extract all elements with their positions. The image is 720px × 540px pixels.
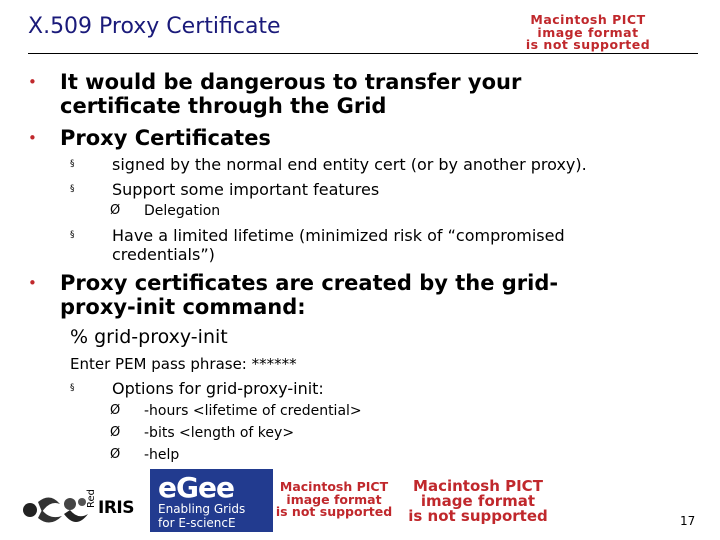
sub-bullet-text-cont: credentials”)	[112, 245, 215, 264]
rediris-swirl-icon	[20, 490, 90, 530]
pict-line: Macintosh PICT	[279, 479, 389, 494]
level1-bullet-icon: •	[28, 274, 37, 292]
level2-bullet-icon: §	[70, 230, 75, 240]
level2-bullet-icon: §	[70, 184, 75, 194]
sub-sub-bullet-text: Delegation	[144, 203, 221, 219]
sub-bullet-text: Options for grid-proxy-init:	[112, 379, 324, 398]
pict-line: is not supported	[275, 504, 393, 519]
level2-bullet-icon: §	[70, 159, 75, 169]
level3-bullet-icon: Ø	[110, 203, 121, 218]
pict-line: is not supported	[408, 507, 548, 525]
rediris-name: IRIS	[98, 498, 134, 518]
level2-bullet-icon: §	[70, 383, 75, 393]
level3-bullet-icon: Ø	[110, 425, 121, 440]
bullet-2-text: Proxy Certificates	[60, 126, 271, 150]
egee-wordmark: eGee	[158, 471, 234, 504]
bullet-3-line-2: proxy-init command:	[60, 295, 306, 319]
pict-line: Macintosh PICT	[413, 477, 543, 495]
bullet-1-line-1: It would be dangerous to transfer your	[60, 70, 522, 94]
level3-bullet-icon: Ø	[110, 403, 121, 418]
sub-bullet-text: Have a limited lifetime (minimized risk of “compromised	[112, 226, 565, 245]
pict-line: is not supported	[525, 37, 651, 52]
pict-line: Macintosh PICT	[530, 12, 646, 27]
sub-bullet-text: signed by the normal end entity cert (or by another proxy).	[112, 155, 587, 174]
option-text: -help	[144, 447, 180, 463]
bullet-3-line-1: Proxy certificates are created by the grid-	[60, 271, 559, 295]
title-divider	[28, 53, 698, 54]
level1-bullet-icon: •	[28, 73, 37, 91]
pict-line: image format	[420, 492, 536, 510]
pict-placeholder-bottom-left	[272, 481, 396, 519]
rediris-logo	[20, 490, 135, 534]
pict-line: image format	[537, 24, 639, 40]
pict-placeholder-top	[484, 14, 692, 52]
rediris-prefix: Red	[86, 489, 97, 508]
egee-logo	[150, 469, 273, 532]
bullet-1-line-2: certificate through the Grid	[60, 94, 387, 118]
command-text: % grid-proxy-init	[70, 326, 228, 348]
pict-placeholder-bottom-right	[394, 479, 562, 524]
passphrase-prompt: Enter PEM pass phrase: ******	[70, 355, 297, 373]
egee-tagline-2: for E-sciencE	[158, 516, 236, 530]
pict-line: image format	[286, 491, 382, 507]
option-text: -hours <lifetime of credential>	[144, 403, 362, 419]
slide-title: X.509 Proxy Certificate	[28, 14, 281, 39]
option-text: -bits <length of key>	[144, 425, 295, 441]
level1-bullet-icon: •	[28, 129, 37, 147]
level3-bullet-icon: Ø	[110, 447, 121, 462]
sub-bullet-text: Support some important features	[112, 180, 380, 199]
page-number: 17	[680, 514, 696, 528]
egee-tagline-1: Enabling Grids	[158, 502, 246, 516]
